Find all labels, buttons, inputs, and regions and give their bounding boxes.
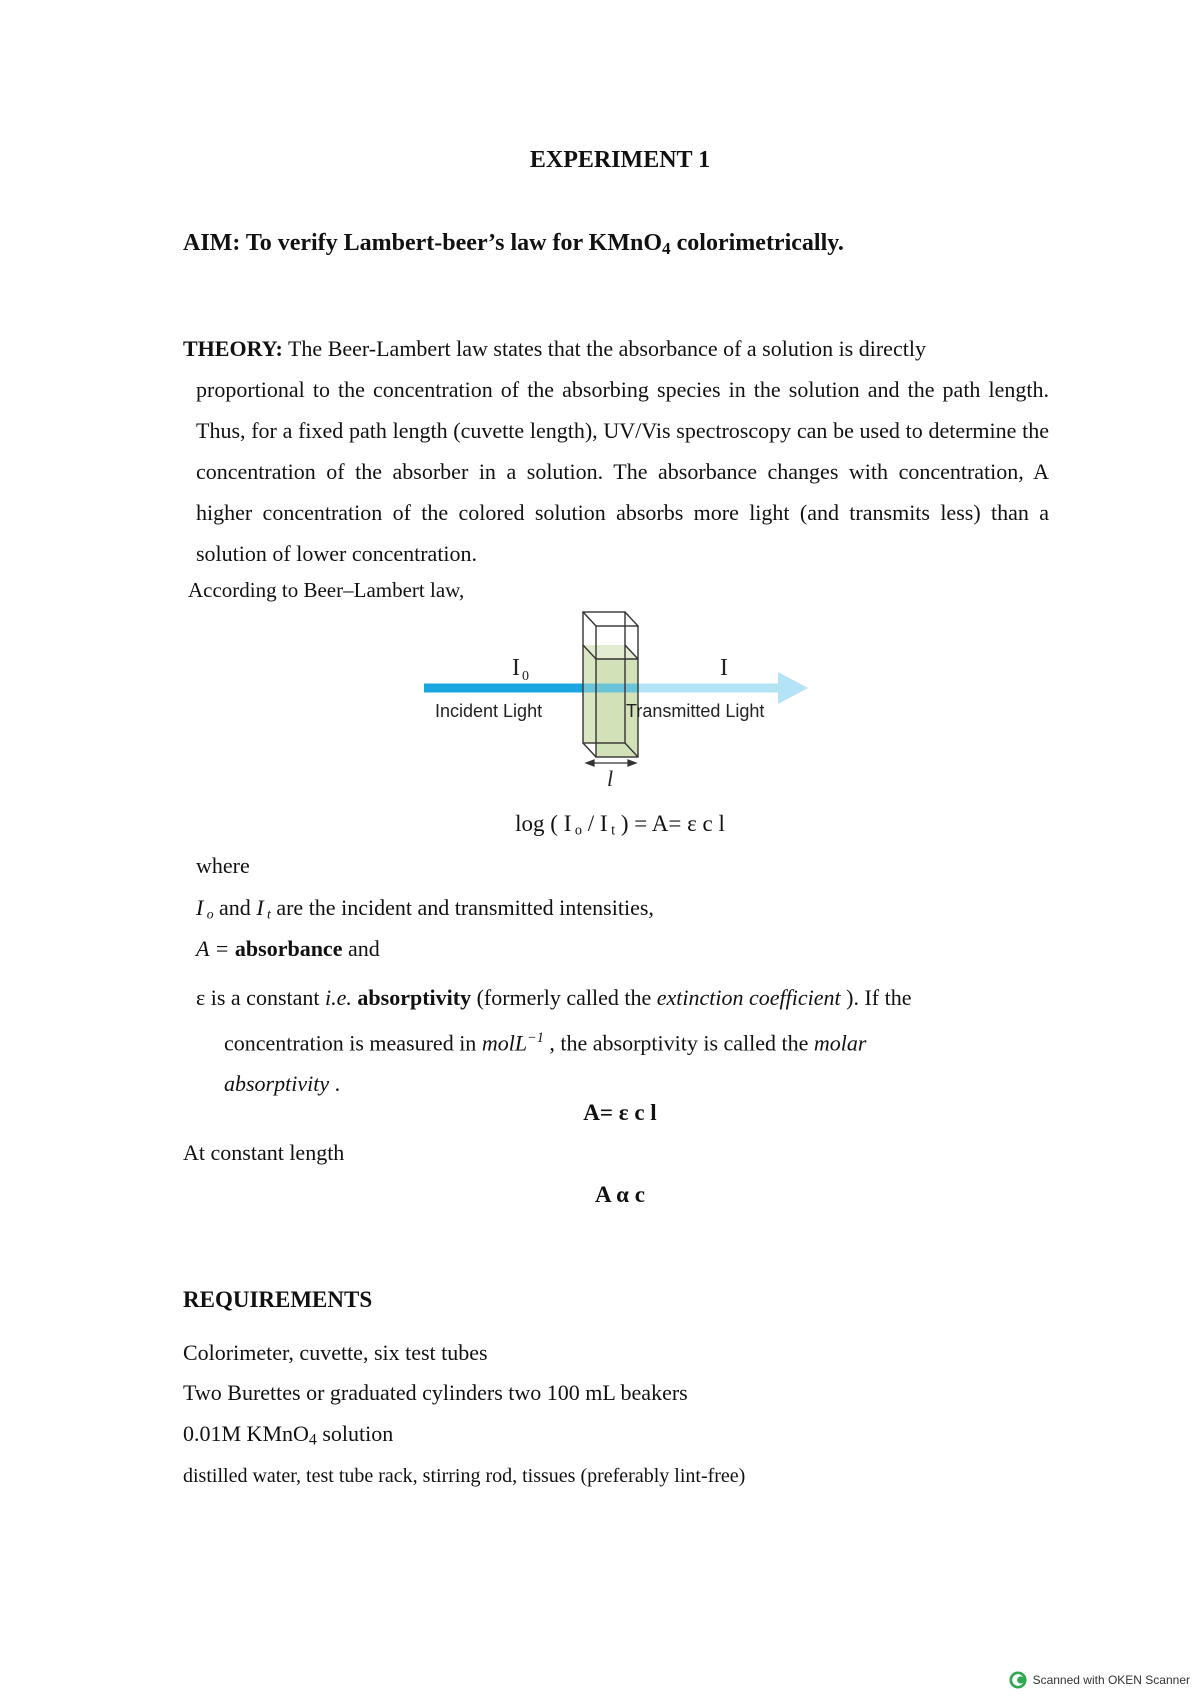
oken-logo-icon <box>1009 1671 1027 1689</box>
it-subscript: t <box>263 906 271 922</box>
aim-text: AIM: To verify Lambert-beer’s law for KMnO <box>183 230 663 256</box>
eps-text: . <box>329 1071 341 1097</box>
theory-paragraph <box>183 328 1049 574</box>
i0-symbol: I <box>196 895 204 920</box>
scanner-watermark-text: Scanned with OKEN Scanner <box>1032 1673 1190 1687</box>
incident-intensity-subscript: 0 <box>522 669 529 684</box>
constant-length-text: At constant length <box>183 1140 345 1165</box>
unit-text: molL <box>481 1030 528 1056</box>
where-text: where <box>196 853 250 878</box>
beer-lambert-diagram <box>400 600 840 800</box>
kmno-text-end: solution <box>316 1421 394 1446</box>
requirement-item <box>183 1421 393 1449</box>
theory-first-line: The Beer-Lambert law states that the absorbance of a solution is directly <box>282 336 926 361</box>
eps-text: concentration is measured in <box>224 1030 482 1056</box>
theory-label: THEORY: <box>183 336 283 361</box>
theory-body: proportional to the concentration of the absorbing species in the solution and the path length. Thus, for a fixed path length (cuvette length), UV/Vis spectroscopy can be used to determine the concentration of the absorber in a solution. The absorbance changes with concentration, A higher concentration of the colored solution absorbs more light (and transmits less) than a solution of lower concentration. <box>196 377 1049 566</box>
eq1-part: / I <box>582 811 608 836</box>
absorptivity-definition <box>196 977 1049 1104</box>
absorbance-symbol: A = <box>196 936 235 961</box>
transmitted-light-label: Transmitted Light <box>626 701 765 721</box>
aim-heading <box>183 230 844 259</box>
absorbance-equation <box>0 811 1200 840</box>
eq1-part: ) = A= ε c l <box>615 811 725 836</box>
absorbance-term: absorbance <box>234 936 343 961</box>
proportionality-equation: A α c <box>595 1182 645 1207</box>
kmno-subscript: 4 <box>308 1431 317 1449</box>
absorptivity-term: absorptivity <box>357 985 472 1010</box>
eq1-sub-t: t <box>607 822 616 839</box>
eq1-part: log ( I <box>515 811 572 836</box>
page-title: EXPERIMENT 1 <box>529 147 711 173</box>
transmitted-arrowhead <box>778 672 808 704</box>
it-symbol: I <box>256 895 264 920</box>
requirement-item: distilled water, test tube rack, stirring rod, tissues (preferably lint-free) <box>183 1465 746 1487</box>
eq1-sub-o: o <box>571 822 583 839</box>
requirements-heading: REQUIREMENTS <box>183 1287 373 1312</box>
aim-text-end: colorimetrically. <box>670 230 844 256</box>
absorbance-text: and <box>342 936 380 961</box>
molar-term: molar <box>813 1030 867 1056</box>
beer-lambert-equation: A= ε c l <box>583 1100 657 1125</box>
absorbance-definition <box>196 936 380 962</box>
intensity-text: and <box>213 895 257 920</box>
unit-superscript: −1 <box>527 1030 544 1046</box>
scanner-watermark <box>1009 1671 1190 1689</box>
requirement-item: Two Burettes or graduated cylinders two 100 mL beakers <box>183 1380 688 1405</box>
incident-intensity-symbol: I <box>512 655 520 681</box>
according-text: According to Beer–Lambert law, <box>188 578 465 602</box>
incident-light-label: Incident Light <box>435 701 543 721</box>
kmno-text: 0.01M KMnO <box>183 1421 309 1446</box>
path-length-symbol: l <box>607 766 614 791</box>
eps-text: , the absorptivity is called the <box>543 1030 814 1056</box>
eps-text: (formerly called the <box>471 985 657 1010</box>
intensity-definition <box>196 895 654 922</box>
molar-absorptivity-term: absorptivity <box>224 1071 330 1097</box>
intensity-text: are the incident and transmitted intensities, <box>270 895 654 920</box>
eps-text: ε is a constant <box>196 985 325 1010</box>
requirement-item: Colorimeter, cuvette, six test tubes <box>183 1340 488 1365</box>
transmitted-intensity-symbol: I <box>720 655 728 681</box>
extinction-coefficient-term: extinction coefficient <box>656 985 841 1010</box>
aim-subscript: 4 <box>662 238 671 258</box>
eps-text: ). If the <box>840 985 912 1010</box>
ie-text: i.e. <box>325 985 352 1010</box>
i0-subscript: o <box>203 906 214 922</box>
